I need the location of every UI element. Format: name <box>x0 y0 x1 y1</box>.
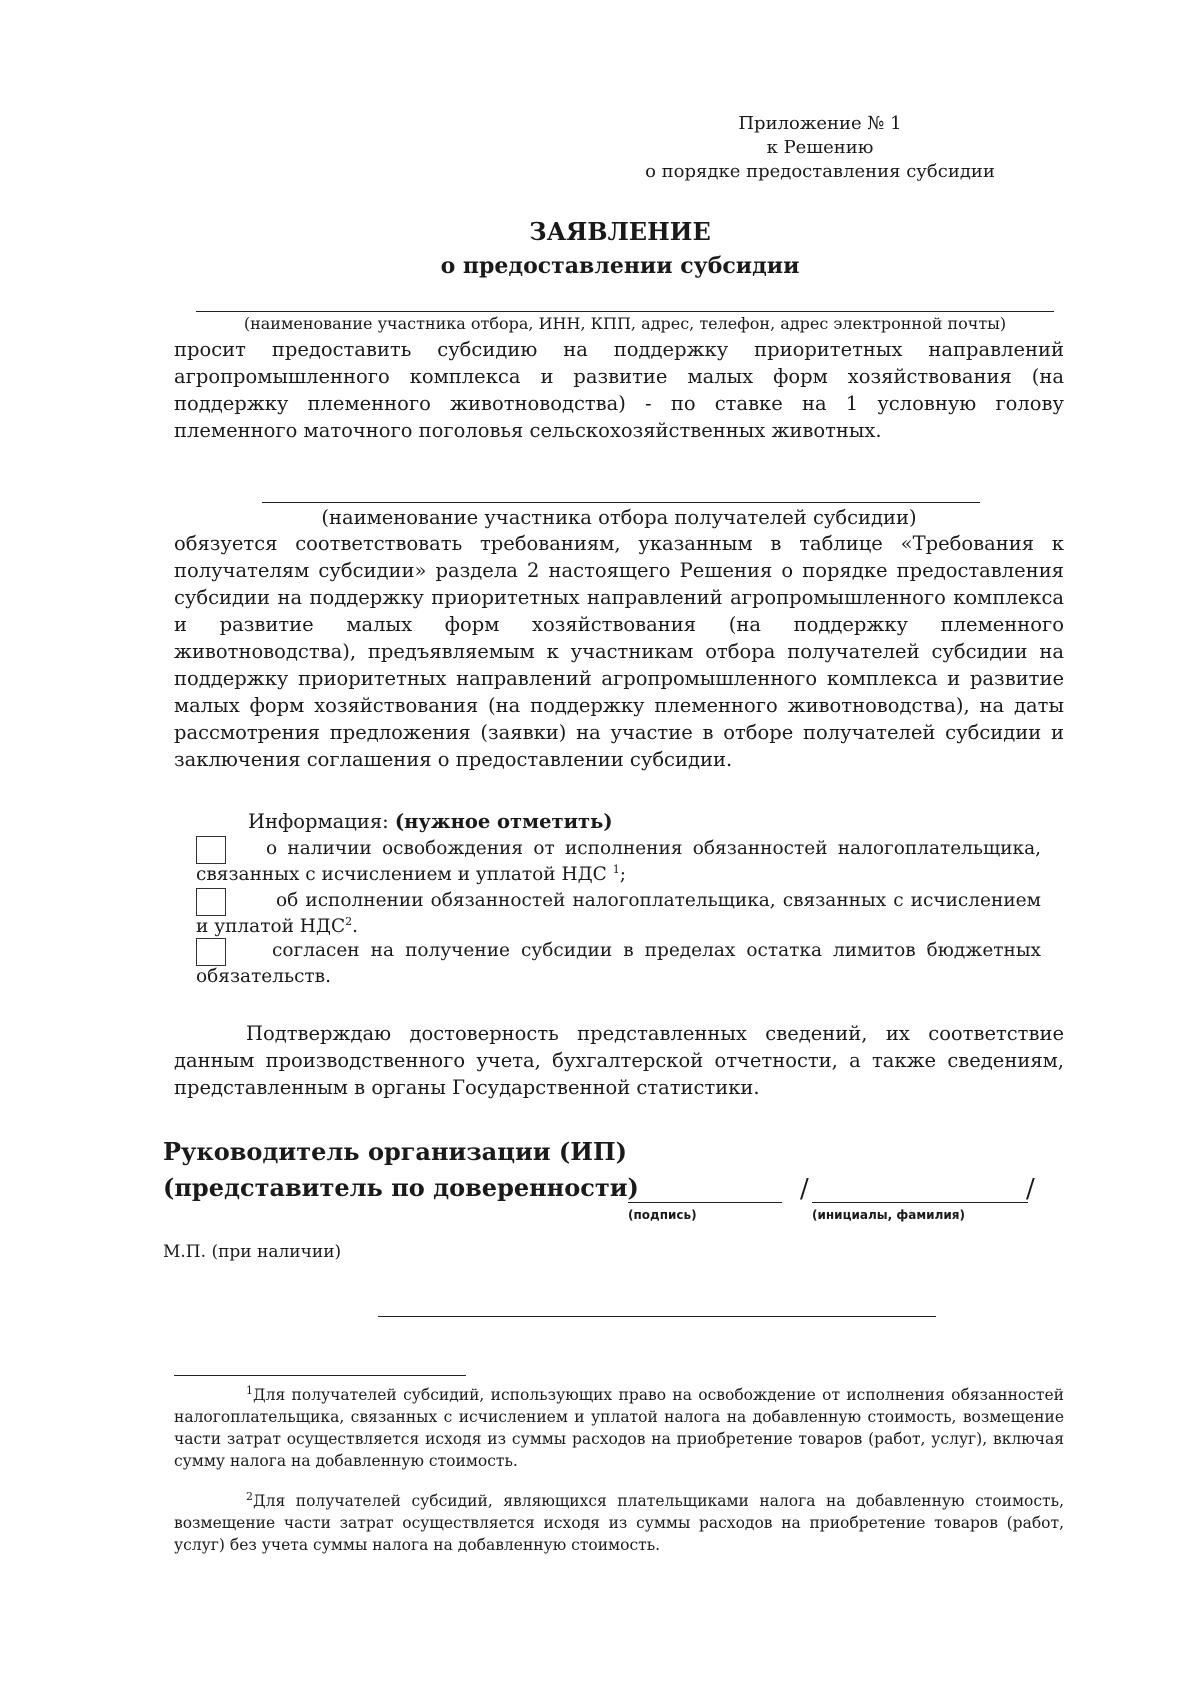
stamp-note: М.П. (при наличии) <box>163 1242 342 1262</box>
option-vat-exemption <box>196 836 1041 888</box>
option-vat-payment-text: об исполнении обязанностей налогоплательщика, связанных с исчислением и уплатой НДС <box>196 890 1041 937</box>
appendix-number: Приложение № 1 <box>738 113 902 134</box>
info-label: Информация: <box>248 810 389 833</box>
info-note: (нужное отметить) <box>394 810 613 833</box>
footnote-1-mark: 1 <box>246 1383 253 1397</box>
footnote-1 <box>174 1384 1064 1472</box>
document-title: ЗАЯВЛЕНИЕ <box>529 217 711 246</box>
signer-representative: (представитель по доверенности) <box>163 1173 639 1202</box>
footnote-rule <box>174 1375 466 1376</box>
option-vat-payment-tail: . <box>352 916 359 937</box>
signer-role: Руководитель организации (ИП) <box>163 1137 627 1166</box>
applicant-caption: (наименование участника отбора, ИНН, КПП, адрес, телефон, адрес электронной почты) <box>243 314 1007 333</box>
footnote-1-text: Для получателей субсидий, использующих право на освобождение от исполнения обязанностей налогоплательщика, связанных с исчислением и уплатой налога на добавленную стоимость, возмещение части затрат осуществляется исходя из суммы расходов на приобретение товаров (работ, услуг), включая сумму налога на добавленную стоимость. <box>174 1386 1064 1470</box>
appendix-decision-ref: к Решению <box>766 137 874 158</box>
info-heading <box>248 808 613 835</box>
separator-line <box>378 1316 936 1317</box>
name-label: (инициалы, фамилия) <box>812 1208 965 1222</box>
document-subtitle: о предоставлении субсидии <box>440 253 800 279</box>
footnote-2 <box>174 1490 1064 1556</box>
option-budget-limits-text: согласен на получение субсидии в пределах остатка лимитов бюджетных обязательств. <box>196 940 1041 987</box>
applicant-name-line[interactable] <box>196 311 1054 312</box>
recipient-caption: (наименование участника отбора получателей субсидии) <box>321 506 917 529</box>
footnote-2-text: Для получателей субсидий, являющихся плательщиками налога на добавленную стоимость, возмещение части затрат осуществляется исходя из суммы расходов на приобретение товаров (работ, услуг) без учета суммы налога на добавленную стоимость. <box>174 1492 1064 1554</box>
confirmation-paragraph: Подтверждаю достоверность представленных сведений, их соответствие данным производственного учета, бухгалтерской отчетности, а также сведениям, представленным в органы Государственной статистики. <box>174 1022 1064 1099</box>
option-vat-exemption-footnote-ref: 1 <box>612 862 620 876</box>
name-slash-left: / <box>800 1174 809 1204</box>
appendix-decision-title: о порядке предоставления субсидии <box>645 161 995 182</box>
name-line[interactable] <box>812 1202 1028 1203</box>
option-budget-limits <box>196 938 1041 990</box>
option-vat-exemption-tail: ; <box>619 864 626 885</box>
signature-label: (подпись) <box>628 1208 697 1222</box>
footnote-2-mark: 2 <box>246 1489 253 1503</box>
appendix-header <box>640 112 1000 184</box>
option-vat-exemption-text: о наличии освобождения от исполнения обязанностей налогоплательщика, связанных с исчислением и уплатой НДС <box>196 838 1041 885</box>
option-vat-payment-footnote-ref: 2 <box>345 914 353 928</box>
option-vat-payment <box>196 888 1041 940</box>
obligation-paragraph: обязуется соответствовать требованиям, указанным в таблице «Требования к получателям субсидии» раздела 2 настоящего Решения о порядке предоставления субсидии на поддержку приоритетных направлений агропромышленного комплекса и развитие малых форм хозяйствования (на поддержку племенного животноводства), предъявляемым к участникам отбора получателей субсидии на поддержку приоритетных направлений агропромышленного комплекса и развитие малых форм хозяйствования (на поддержку племенного животноводства), на даты рассмотрения предложения (заявки) на участие в отборе получателей субсидии и заключения соглашения о предоставлении субсидии. <box>174 532 1064 771</box>
signature-line[interactable] <box>628 1202 782 1203</box>
request-paragraph: просит предоставить субсидию на поддержку приоритетных направлений агропромышленного комплекса и развитие малых форм хозяйствования (на поддержку племенного животноводства) - по ставке на 1 условную голову племенного маточного поголовья сельскохозяйственных животных. <box>174 338 1064 442</box>
recipient-name-line[interactable] <box>262 502 980 503</box>
name-slash-right: / <box>1026 1174 1035 1204</box>
